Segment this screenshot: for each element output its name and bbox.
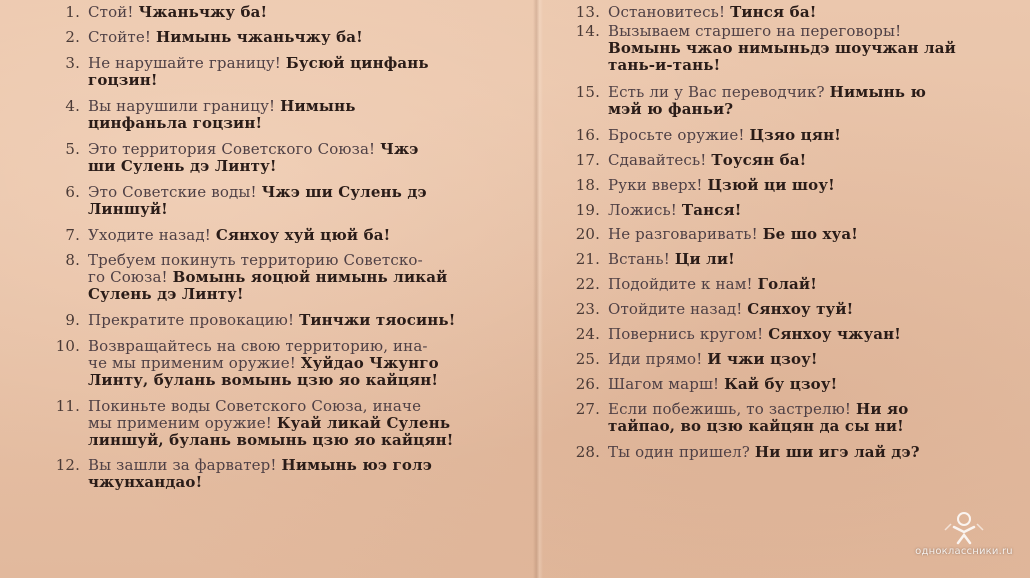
phrase-transliteration: Вомынь яоцюй нимынь ликай Сулень дэ Линту!	[88, 268, 448, 303]
phrase-number: 4.	[65, 97, 80, 115]
phrase-russian: Иди прямо!	[608, 350, 708, 368]
phrase-transliteration: Цзюй ци шоу!	[707, 176, 835, 194]
phrase-russian: Отойдите назад!	[608, 300, 748, 318]
phrase-number: 25.	[575, 350, 600, 368]
phrase-number: 13.	[575, 3, 600, 21]
phrase-item	[55, 456, 528, 491]
phrase-russian: Это Советские воды!	[88, 183, 262, 201]
phrase-russian: Есть ли у Вас переводчик?	[608, 83, 830, 101]
phrase-item	[575, 3, 1030, 21]
phrase-number: 7.	[65, 226, 80, 244]
phrase-number: 10.	[55, 337, 80, 355]
phrase-number: 2.	[65, 28, 80, 46]
phrase-number: 11.	[55, 397, 80, 415]
phrase-russian: Вы зашли за фарватер!	[88, 456, 282, 474]
phrase-russian: Не разговаривать!	[608, 225, 763, 243]
phrase-transliteration: Ни яо тайпао, во цзю кайцян да сы ни!	[608, 400, 909, 435]
phrase-number: 23.	[575, 300, 600, 318]
phrase-number: 17.	[575, 151, 600, 169]
phrase-transliteration: Нимынь чжаньчжу ба!	[155, 28, 363, 46]
phrase-text	[608, 301, 1030, 318]
phrase-transliteration: Голай!	[757, 275, 817, 293]
phrase-russian: Требуем покинуть территорию Советско- го Союза!	[88, 251, 423, 286]
phrase-item	[575, 443, 1030, 461]
phrase-item	[575, 250, 1030, 268]
phrase-text	[608, 351, 1030, 368]
phrase-transliteration: И чжи цзоу!	[707, 350, 818, 368]
phrase-text	[88, 98, 528, 132]
phrase-transliteration: Хуйдао Чжунго Линту, булань вомынь цзю яо кайцян!	[88, 354, 439, 389]
phrase-russian: Уходите назад!	[88, 226, 216, 244]
left-column	[55, 3, 528, 498]
phrase-text	[608, 127, 1030, 144]
phrase-number: 8.	[65, 251, 80, 269]
phrase-item	[58, 98, 528, 132]
phrase-number: 22.	[575, 275, 600, 293]
phrase-number: 6.	[65, 183, 80, 201]
phrase-item	[575, 151, 1030, 169]
phrase-number: 3.	[65, 54, 80, 72]
phrase-item	[58, 252, 528, 303]
phrase-text	[608, 444, 1030, 461]
phrase-item	[575, 275, 1030, 293]
phrase-transliteration: Ни ши игэ лай дэ?	[754, 443, 920, 461]
phrase-text	[88, 312, 528, 329]
page-fold	[533, 0, 543, 578]
phrase-text	[608, 401, 1030, 435]
phrase-item	[575, 126, 1030, 144]
phrase-number: 15.	[575, 83, 600, 101]
phrase-russian: Покиньте воды Советского Союза, иначе мы применим оружие!	[88, 397, 422, 432]
phrase-text	[88, 252, 528, 303]
phrase-text	[608, 376, 1030, 393]
phrase-transliteration: Цзяо цян!	[749, 126, 841, 144]
phrase-transliteration: Тинчжи тяосинь!	[299, 311, 456, 329]
phrase-transliteration: Нимынь юэ голэ чжунхандао!	[88, 456, 433, 491]
phrase-number: 1.	[65, 3, 80, 21]
watermark	[904, 510, 1024, 570]
phrase-item	[575, 83, 1030, 118]
phrase-text	[608, 23, 1030, 74]
phrase-russian: Ты один пришел?	[608, 443, 755, 461]
phrase-text	[608, 177, 1030, 194]
odnoklassniki-logo-icon	[941, 510, 987, 546]
phrase-russian: Ложись!	[608, 201, 682, 219]
phrase-item	[58, 184, 528, 218]
phrase-russian: Шагом марш!	[608, 375, 725, 393]
phrase-item	[58, 29, 528, 46]
phrase-transliteration: Бусюй цинфань гоцзин!	[88, 54, 429, 89]
phrase-russian: Вызываем старшего на переговоры!	[608, 22, 902, 40]
phrase-item	[58, 55, 528, 89]
phrase-transliteration: Куай ликай Сулень линшуй, булань вомынь цзю яо кайцян!	[88, 414, 454, 449]
phrase-text	[88, 227, 528, 244]
phrase-item	[575, 400, 1030, 435]
phrase-transliteration: Тинся ба!	[730, 3, 817, 21]
phrase-transliteration: Ци ли!	[674, 250, 735, 268]
phrase-russian: Если побежишь, то застрелю!	[608, 400, 857, 418]
phrase-text	[608, 202, 1030, 219]
phrase-transliteration: Вомынь чжао нимыньдэ шоучжан лай тань-и-тань!	[608, 39, 956, 74]
phrase-transliteration: Нимынь ю мэй ю фаньи?	[608, 83, 926, 118]
phrase-text	[88, 398, 528, 449]
right-column	[575, 3, 1030, 468]
phrase-text	[608, 251, 1030, 268]
phrase-text	[88, 338, 528, 389]
phrase-text	[608, 226, 1030, 243]
phrase-russian: Стой!	[88, 3, 139, 21]
phrase-item	[575, 176, 1030, 194]
phrase-item	[575, 22, 1030, 74]
phrase-text	[88, 141, 528, 175]
phrase-text	[88, 184, 528, 218]
phrase-item	[58, 141, 528, 175]
phrase-transliteration: Чжаньчжу ба!	[138, 3, 268, 21]
phrase-number: 16.	[575, 126, 600, 144]
phrase-number: 28.	[575, 443, 600, 461]
phrase-item	[58, 312, 528, 329]
phrase-russian: Возвращайтесь на свою территорию, ина- че мы применим оружие!	[88, 337, 428, 372]
phrase-transliteration: Чжэ ши Сулень дэ Линшуй!	[88, 183, 427, 218]
phrase-number: 5.	[65, 140, 80, 158]
phrase-transliteration: Кай бу цзоу!	[724, 375, 838, 393]
phrase-text	[608, 326, 1030, 343]
phrase-item	[58, 4, 528, 21]
phrase-item	[575, 325, 1030, 343]
phrase-russian: Встань!	[608, 250, 675, 268]
watermark-text: одноклассники.ru	[915, 546, 1013, 557]
phrase-text	[608, 4, 1030, 21]
phrase-number: 19.	[575, 201, 600, 219]
phrase-item	[55, 397, 528, 449]
phrase-number: 12.	[55, 456, 80, 474]
phrase-number: 9.	[65, 311, 80, 329]
phrase-russian: Это территория Советского Союза!	[88, 140, 381, 158]
phrase-russian: Сдавайтесь!	[608, 151, 712, 169]
phrase-russian: Бросьте оружие!	[608, 126, 750, 144]
phrase-text	[608, 152, 1030, 169]
phrase-number: 27.	[575, 400, 600, 418]
phrase-russian: Стойте!	[88, 28, 156, 46]
phrase-text	[608, 84, 1030, 118]
phrase-transliteration: Бе шо хуа!	[762, 225, 858, 243]
phrase-item	[575, 375, 1030, 393]
phrase-russian: Не нарушайте границу!	[88, 54, 286, 72]
phrase-item	[575, 225, 1030, 243]
phrase-transliteration: Тоусян ба!	[711, 151, 807, 169]
phrase-text	[88, 457, 528, 491]
phrase-text	[88, 29, 528, 46]
phrase-number: 20.	[575, 225, 600, 243]
phrase-number: 14.	[575, 22, 600, 40]
phrase-russian: Прекратите провокацию!	[88, 311, 300, 329]
phrase-transliteration: Чжэ ши Сулень дэ Линту!	[88, 140, 419, 175]
phrase-text	[88, 4, 528, 21]
phrase-russian: Руки вверх!	[608, 176, 708, 194]
phrase-russian: Вы нарушили границу!	[88, 97, 281, 115]
phrase-transliteration: Танся!	[681, 201, 742, 219]
phrase-text	[88, 55, 528, 89]
phrase-item	[575, 300, 1030, 318]
phrase-item	[575, 350, 1030, 368]
phrase-number: 18.	[575, 176, 600, 194]
phrase-transliteration: Сянхоу хуй цюй ба!	[215, 226, 391, 244]
phrase-transliteration: Сянхоу туй!	[747, 300, 854, 318]
phrase-russian: Повернись кругом!	[608, 325, 769, 343]
phrase-number: 24.	[575, 325, 600, 343]
phrase-item	[55, 337, 528, 389]
phrase-transliteration: Нимынь цинфаньла гоцзин!	[88, 97, 356, 132]
phrase-russian: Подойдите к нам!	[608, 275, 758, 293]
phrase-text	[608, 276, 1030, 293]
phrase-number: 26.	[575, 375, 600, 393]
phrase-transliteration: Сянхоу чжуан!	[768, 325, 901, 343]
phrase-item	[575, 201, 1030, 219]
phrase-number: 21.	[575, 250, 600, 268]
phrase-russian: Остановитесь!	[608, 3, 731, 21]
phrase-item	[58, 227, 528, 244]
